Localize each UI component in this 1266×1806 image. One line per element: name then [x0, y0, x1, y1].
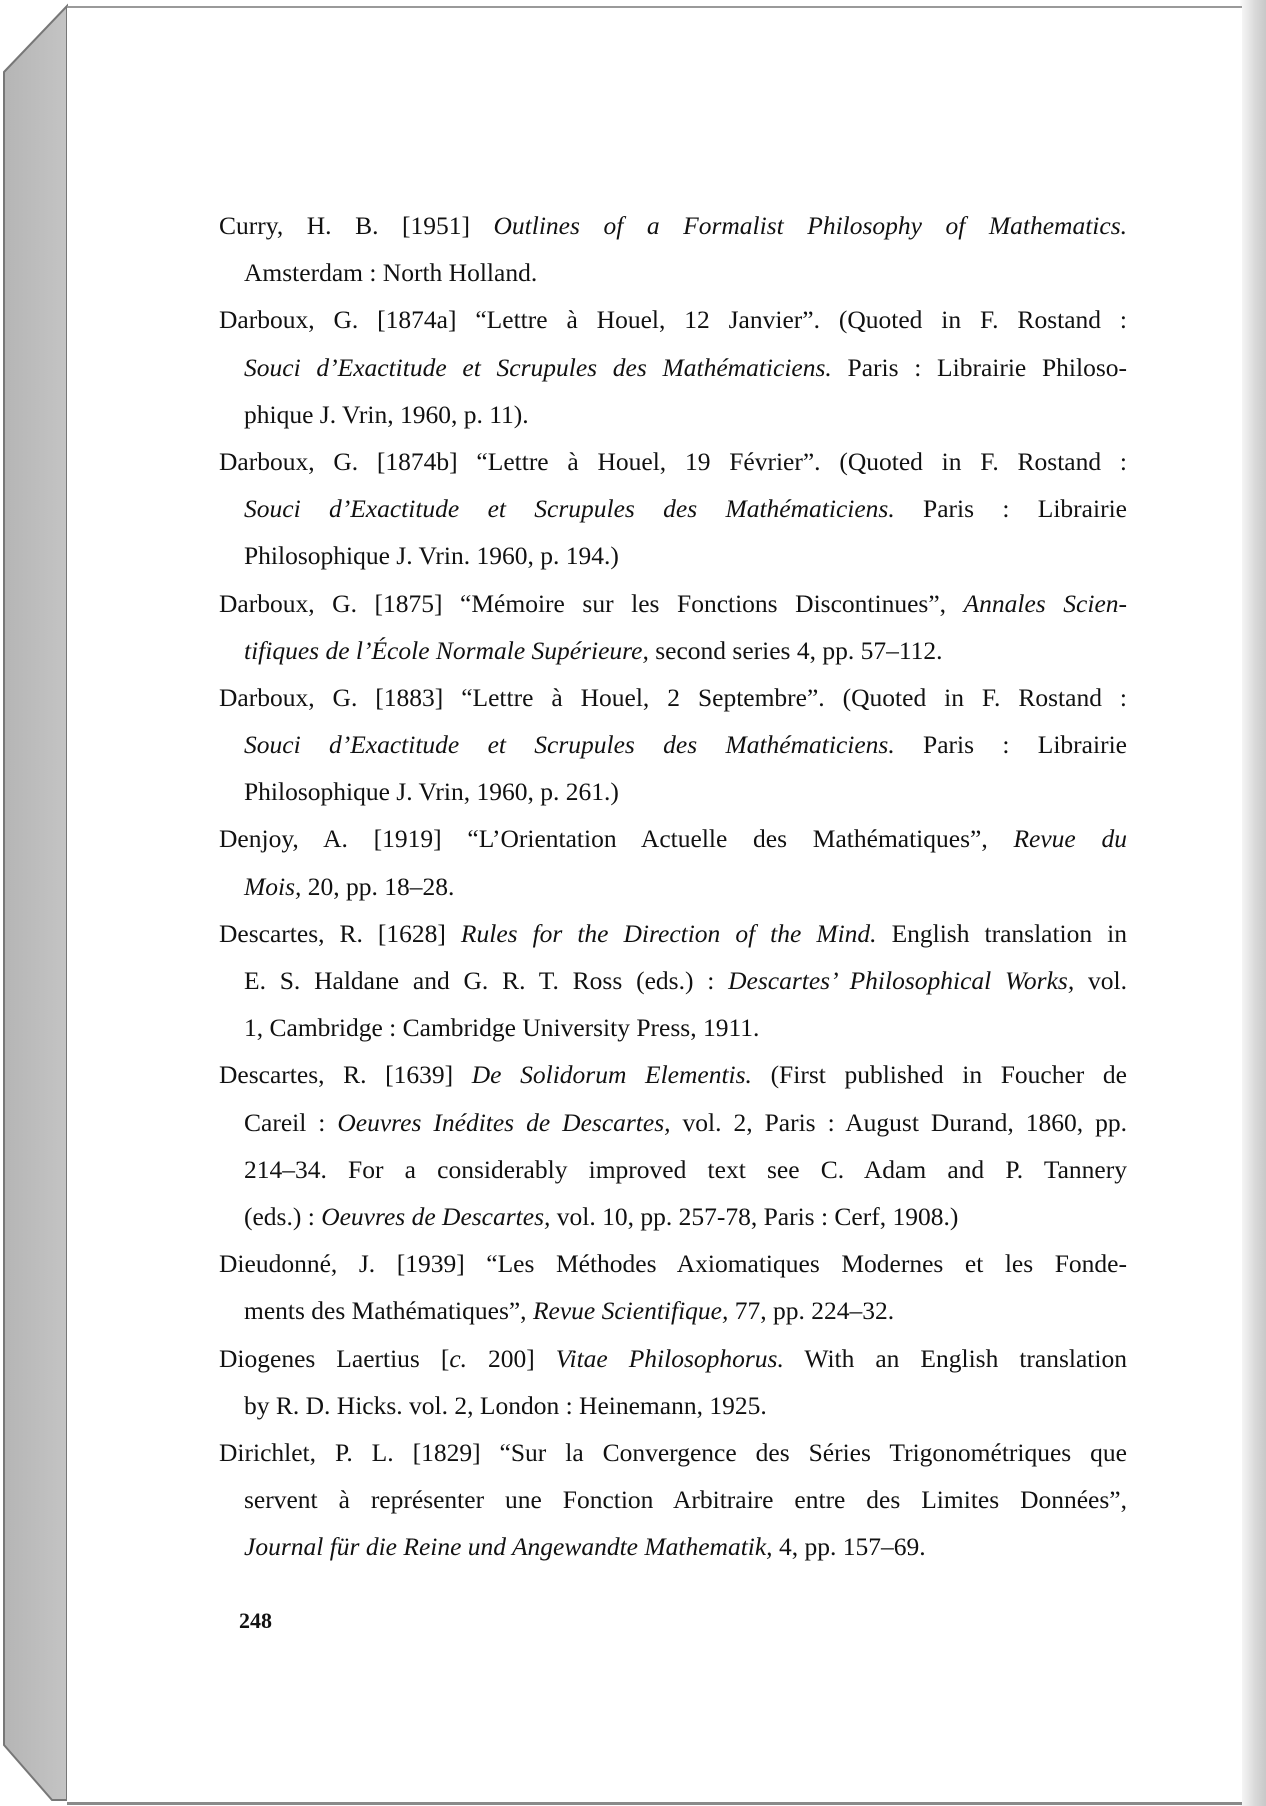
entry-line — [244, 1193, 1127, 1240]
bibliography-entry — [219, 580, 1127, 674]
entry-text: 1, Cambridge : Cambridge University Press, 1911. — [244, 1013, 760, 1043]
entry-line — [219, 674, 1127, 721]
entry-line — [244, 1523, 1127, 1570]
entry-text: by R. D. Hicks. vol. 2, London : Heinemann, 1925. — [244, 1390, 767, 1420]
entry-text: ments des Mathématiques”, — [244, 1296, 533, 1326]
italic-title-text: Revue Scientifique, — [532, 1296, 729, 1326]
bibliography-entry — [219, 674, 1127, 816]
entry-text: 200] — [467, 1343, 556, 1373]
entry-text: Paris : Librairie — [894, 494, 1127, 524]
entry-text: Curry, H. B. [1951] — [219, 211, 494, 240]
book-spine — [0, 0, 70, 1806]
italic-title-text: Vitae Philosophorus. — [555, 1343, 784, 1373]
bibliography-entry — [219, 1429, 1127, 1571]
entry-text: 20, pp. 18–28. — [301, 871, 455, 901]
entry-text: Darboux, G. [1883] “Lettre à Houel, 2 Septembre”. (Quoted in F. Rostand : — [219, 682, 1127, 712]
entry-line — [244, 1146, 1127, 1193]
entry-line — [219, 202, 1127, 249]
entry-line — [244, 391, 1127, 438]
entry-line — [219, 815, 1127, 862]
entry-line — [244, 721, 1127, 768]
entry-line — [244, 532, 1127, 579]
italic-title-text: Revue du — [1013, 824, 1128, 854]
entry-text: Paris : Librairie Philoso- — [831, 352, 1127, 382]
entry-text: Descartes, R. [1628] — [219, 918, 461, 948]
entry-text: Amsterdam : North Holland. — [244, 258, 538, 288]
entry-line — [219, 1240, 1127, 1287]
entry-text: 4, pp. 157–69. — [772, 1532, 926, 1562]
entry-text: second series 4, pp. 57–112. — [648, 635, 943, 665]
italic-title-text: Mois, — [244, 871, 302, 901]
entry-line — [244, 1476, 1127, 1523]
entry-text: With an English translation — [783, 1343, 1127, 1373]
bibliography-entry — [219, 1240, 1127, 1334]
entry-text: Diogenes Laertius [ — [219, 1343, 450, 1373]
entry-line — [244, 768, 1127, 815]
italic-title-text: Oeuvres de Descartes, — [321, 1201, 551, 1231]
entry-text: vol. 10, pp. 257-78, Paris : Cerf, 1908.) — [550, 1201, 959, 1231]
entry-text: Darboux, G. [1874a] “Lettre à Houel, 12 Janvier”. (Quoted in F. Rostand : — [219, 305, 1127, 335]
entry-text: English translation in — [876, 918, 1127, 948]
entry-text: vol. 2, Paris : August Durand, 1860, pp. — [670, 1107, 1127, 1137]
entry-text: Careil : — [244, 1107, 338, 1137]
entry-text: 214–34. For a considerably improved text see C. Adam and P. Tannery — [244, 1154, 1127, 1184]
entry-text: Denjoy, A. [1919] “L’Orientation Actuelle des Mathématiques”, — [219, 824, 1014, 854]
bibliography-list — [219, 202, 1127, 1570]
entry-text: E. S. Haldane and G. R. T. Ross (eds.) : — [244, 966, 729, 995]
entry-line — [219, 1429, 1127, 1476]
italic-title-text: De Solidorum Elementis. — [471, 1060, 752, 1090]
entry-text: 77, pp. 224–32. — [728, 1296, 895, 1326]
entry-line — [219, 910, 1127, 957]
entry-text: Dieudonné, J. [1939] “Les Méthodes Axiomatiques Modernes et les Fonde- — [219, 1249, 1127, 1279]
entry-line — [244, 485, 1127, 532]
italic-title-text: Souci d’Exactitude et Scrupules des Mathématiciens. — [244, 730, 895, 760]
italic-title-text: Outlines of a Formalist Philosophy of Mathematics. — [493, 211, 1127, 240]
entry-line — [244, 249, 1127, 296]
entry-text: vol. — [1074, 966, 1127, 995]
italic-title-text: Rules for the Direction of the Mind. — [460, 918, 877, 948]
page-number: 248 — [239, 1608, 272, 1633]
entry-line — [219, 1051, 1127, 1098]
entry-text: Descartes, R. [1639] — [219, 1060, 472, 1090]
entry-line — [219, 438, 1127, 485]
italic-title-text: Journal für die Reine und Angewandte Mathematik, — [244, 1532, 773, 1562]
entry-line — [244, 1382, 1127, 1429]
bibliography-entry — [219, 815, 1127, 909]
bibliography-entry — [219, 202, 1127, 296]
italic-title-text: tifiques de l’École Normale Supérieure, — [244, 635, 649, 665]
entry-text: servent à représenter une Fonction Arbitraire entre des Limites Données”, — [244, 1485, 1127, 1515]
entry-text: (eds.) : — [244, 1201, 322, 1231]
entry-line — [244, 957, 1127, 1004]
italic-title-text: Annales Scien- — [963, 588, 1128, 618]
entry-text: Paris : Librairie — [894, 730, 1127, 760]
entry-line — [219, 580, 1127, 627]
bibliography-entry — [219, 1335, 1127, 1429]
entry-text: Darboux, G. [1874b] “Lettre à Houel, 19 Février”. (Quoted in F. Rostand : — [219, 446, 1127, 476]
entry-text: phique J. Vrin, 1960, p. 11). — [244, 399, 529, 429]
entry-line — [244, 863, 1127, 910]
bibliography-entry — [219, 1051, 1127, 1240]
bibliography-entry — [219, 910, 1127, 1052]
entry-text: Philosophique J. Vrin. 1960, p. 194.) — [244, 541, 619, 571]
entry-line — [244, 627, 1127, 674]
entry-text: (First published in Foucher de — [751, 1060, 1127, 1090]
italic-title-text: c. — [449, 1343, 468, 1373]
italic-title-text: Oeuvres Inédites de Descartes, — [337, 1107, 671, 1137]
bibliography-entry — [219, 438, 1127, 580]
entry-line — [244, 1099, 1127, 1146]
entry-text: Darboux, G. [1875] “Mémoire sur les Fonctions Discontinues”, — [219, 588, 964, 618]
entry-line — [219, 296, 1127, 343]
italic-title-text: Souci d’Exactitude et Scrupules des Mathématiciens. — [244, 352, 832, 382]
entry-line — [244, 344, 1127, 391]
entry-text: Philosophique J. Vrin, 1960, p. 261.) — [244, 777, 619, 807]
entry-line — [244, 1287, 1127, 1334]
entry-text: Dirichlet, P. L. [1829] “Sur la Convergence des Séries Trigonométriques que — [219, 1437, 1127, 1467]
italic-title-text: Descartes’ Philosophical Works, — [728, 966, 1075, 995]
entry-line — [244, 1004, 1127, 1051]
book-page — [67, 6, 1242, 1805]
page-edge-shadow — [1240, 0, 1266, 1806]
entry-line — [219, 1335, 1127, 1382]
bibliography-entry — [219, 296, 1127, 438]
italic-title-text: Souci d’Exactitude et Scrupules des Mathématiciens. — [244, 494, 895, 524]
